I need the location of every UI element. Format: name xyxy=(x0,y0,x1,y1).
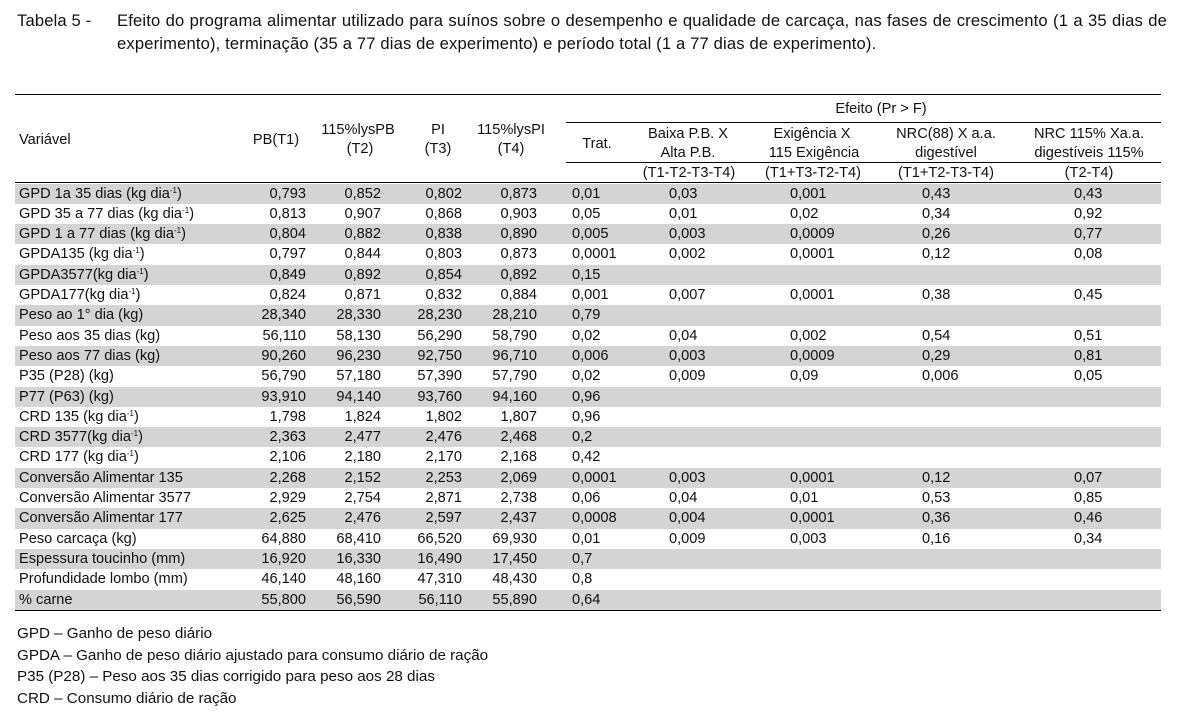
cell-t4: 2,168 xyxy=(500,449,537,466)
cell-t2: 0,907 xyxy=(344,205,381,222)
table-row xyxy=(15,244,1161,264)
header-contrast4-c: (T2-T4) xyxy=(1064,165,1114,181)
cell-t2: 94,140 xyxy=(336,388,381,405)
cell-c2: 0,0001 xyxy=(790,510,835,527)
cell-t2: 0,871 xyxy=(344,287,381,303)
table-row xyxy=(15,407,1161,427)
cell-trat: 0,02 xyxy=(572,327,601,344)
table-caption xyxy=(17,10,1167,55)
cell-c2: 0,0001 xyxy=(790,246,835,263)
table-row xyxy=(15,204,1161,224)
cell-c2: 0,02 xyxy=(790,205,819,222)
cell-t3: 16,490 xyxy=(417,550,462,567)
footnote-gpd: GPD – Ganho de peso diário xyxy=(17,625,213,642)
cell-trat: 0,005 xyxy=(572,226,609,243)
cell-trat: 0,01 xyxy=(572,185,601,202)
cell-t4: 0,873 xyxy=(500,185,537,202)
cell-t3: 92,750 xyxy=(417,347,462,364)
cell-c1: 0,009 xyxy=(669,530,706,547)
cell-t3: 28,230 xyxy=(417,307,462,324)
cell-variavel: GPD 1a 35 dias (kg dia$^{-1}$) xyxy=(19,185,182,202)
cell-variavel: Peso aos 35 dias (kg) xyxy=(19,327,161,344)
cell-t4: 55,890 xyxy=(492,591,537,608)
cell-trat: 0,0008 xyxy=(572,510,617,527)
cell-variavel: Conversão Alimentar 177 xyxy=(19,510,183,527)
cell-c2: 0,01 xyxy=(790,490,819,506)
table-row xyxy=(15,569,1161,589)
header-pi: PI xyxy=(431,122,445,138)
cell-trat: 0,0001 xyxy=(572,246,617,263)
table-row xyxy=(15,224,1161,244)
cell-variavel: GPDA135 (kg dia$^{-1}$) xyxy=(19,246,145,263)
cell-trat: 0,2 xyxy=(572,429,593,446)
cell-trat: 0,0001 xyxy=(572,469,617,486)
cell-t4: 57,790 xyxy=(492,368,537,385)
cell-t1: 56,110 xyxy=(262,327,306,344)
header-115lyspb: 115%lysPB xyxy=(321,122,395,138)
table-row xyxy=(15,387,1161,407)
table-row xyxy=(15,305,1161,325)
cell-trat: 0,8 xyxy=(572,571,593,588)
cell-trat: 0,79 xyxy=(572,307,601,324)
cell-c3: 0,54 xyxy=(922,327,951,344)
cell-t4: 96,710 xyxy=(492,347,537,364)
cell-t2: 96,230 xyxy=(336,347,381,364)
cell-c1: 0,04 xyxy=(669,490,698,506)
cell-t2: 2,180 xyxy=(344,449,381,466)
header-contrast2-b: 115 Exigência xyxy=(768,145,860,161)
cell-t3: 0,838 xyxy=(425,226,462,243)
header-t3: (T3) xyxy=(424,141,452,157)
cell-c1: 0,007 xyxy=(669,287,706,303)
cell-t4: 0,873 xyxy=(500,246,537,263)
cell-c4: 0,45 xyxy=(1074,287,1103,303)
cell-t4: 94,160 xyxy=(492,388,537,405)
table-row xyxy=(15,468,1161,488)
cell-t3: 47,310 xyxy=(417,571,462,588)
cell-t3: 0,832 xyxy=(425,287,462,303)
cell-t1: 0,804 xyxy=(269,226,306,243)
cell-c4: 0,07 xyxy=(1074,469,1103,486)
cell-t2: 2,152 xyxy=(344,469,381,486)
cell-c3: 0,53 xyxy=(922,490,951,506)
cell-c1: 0,003 xyxy=(669,469,706,486)
cell-c4: 0,81 xyxy=(1074,347,1103,364)
cell-t3: 2,476 xyxy=(425,429,462,446)
cell-t2: 0,844 xyxy=(344,246,381,263)
cell-t3: 0,803 xyxy=(425,246,462,263)
cell-t2: 48,160 xyxy=(336,571,381,588)
cell-t2: 2,754 xyxy=(344,490,381,506)
cell-c1: 0,002 xyxy=(669,246,706,263)
cell-c3: 0,12 xyxy=(922,469,951,486)
efeito-rule xyxy=(566,122,1161,123)
cell-t3: 56,110 xyxy=(418,591,462,608)
cell-t1: 64,880 xyxy=(261,530,306,547)
cell-t1: 56,790 xyxy=(261,368,306,385)
cell-variavel: GPD 35 a 77 dias (kg dia$^{-1}$) xyxy=(19,205,195,222)
cell-t3: 57,390 xyxy=(417,368,462,385)
header-115lyspi: 115%lysPI xyxy=(477,122,545,138)
cell-t2: 2,477 xyxy=(344,429,381,446)
caption-label: Tabela 5 - xyxy=(17,11,92,30)
cell-c2: 0,002 xyxy=(790,327,827,344)
cell-trat: 0,15 xyxy=(572,266,601,283)
cell-t2: 16,330 xyxy=(336,550,381,567)
cell-c3: 0,43 xyxy=(922,185,951,202)
cell-t1: 93,910 xyxy=(261,388,306,405)
cell-t4: 0,903 xyxy=(500,205,537,222)
cell-t4: 48,430 xyxy=(492,571,537,588)
cell-c4: 0,05 xyxy=(1074,368,1103,385)
table-row xyxy=(15,285,1161,305)
cell-trat: 0,42 xyxy=(572,449,601,466)
cell-variavel: GPDA3577(kg dia$^{-1}$) xyxy=(19,266,149,283)
caption-text: Efeito do programa alimentar utilizado para suínos sobre o desempenho e qualidade de carcaça, nas fases de crescimento (1 a 35 dias de experimento), terminação (35 a 77 dias de experimento) e período total (1 a 77 dias de experimento). xyxy=(117,11,1167,53)
cell-t4: 2,468 xyxy=(500,429,537,446)
header-contrast4-b: digestíveis 115% xyxy=(1034,145,1144,161)
cell-trat: 0,006 xyxy=(572,347,609,364)
cell-t2: 56,590 xyxy=(336,591,381,608)
header-contrast2-c: (T1+T3-T2-T4) xyxy=(764,165,862,181)
cell-variavel: Peso aos 77 dias (kg) xyxy=(19,347,161,364)
cell-trat: 0,96 xyxy=(572,388,601,405)
cell-variavel: Espessura toucinho (mm) xyxy=(19,550,186,567)
cell-t3: 93,760 xyxy=(417,388,462,405)
cell-t3: 0,802 xyxy=(425,185,462,202)
cell-trat: 0,02 xyxy=(572,368,601,385)
cell-c4: 0,51 xyxy=(1074,327,1103,344)
cell-c1: 0,009 xyxy=(669,368,706,385)
cell-c2: 0,0009 xyxy=(790,226,835,243)
cell-t2: 0,852 xyxy=(344,185,381,202)
cell-t4: 2,738 xyxy=(500,490,537,506)
cell-c2: 0,001 xyxy=(790,185,827,202)
cell-t1: 2,929 xyxy=(269,490,306,506)
cell-variavel: Conversão Alimentar 135 xyxy=(19,469,183,486)
cell-c4: 0,77 xyxy=(1074,226,1103,243)
cell-t4: 58,790 xyxy=(492,327,537,344)
cell-variavel: % carne xyxy=(19,591,73,608)
cell-c2: 0,0001 xyxy=(790,287,835,303)
subheader-rule xyxy=(566,162,1161,163)
footnote-p35: P35 (P28) – Peso aos 35 dias corrigido para peso aos 28 dias xyxy=(17,668,435,686)
cell-t2: 0,882 xyxy=(344,226,381,243)
cell-t2: 0,892 xyxy=(344,266,381,283)
cell-t1: 90,260 xyxy=(261,347,306,364)
cell-t3: 2,170 xyxy=(425,449,462,466)
footnote-crd: CRD – Consumo diário de ração xyxy=(17,690,237,708)
header-contrast4-a: NRC 115% Xa.a. xyxy=(1033,126,1145,142)
cell-c3: 0,29 xyxy=(922,347,951,364)
cell-trat: 0,06 xyxy=(572,490,601,506)
cell-trat: 0,05 xyxy=(572,205,601,222)
cell-t4: 0,890 xyxy=(500,226,537,243)
cell-c2: 0,09 xyxy=(790,368,819,385)
cell-c2: 0,0009 xyxy=(790,347,835,364)
cell-t2: 2,476 xyxy=(344,510,381,527)
cell-variavel: P35 (P28) (kg) xyxy=(19,368,114,385)
cell-c1: 0,003 xyxy=(669,347,706,364)
cell-variavel: CRD 135 (kg dia$^{-1}$) xyxy=(19,408,139,425)
header-pb-t1: PB(T1) xyxy=(252,132,300,148)
cell-c3: 0,006 xyxy=(922,368,959,385)
cell-t1: 0,793 xyxy=(269,185,306,202)
table-row xyxy=(15,590,1161,610)
header-trat: Trat. xyxy=(582,136,612,152)
cell-c3: 0,36 xyxy=(922,510,951,527)
bottom-rule xyxy=(15,610,1161,611)
table-row xyxy=(15,529,1161,549)
cell-trat: 0,64 xyxy=(572,591,601,608)
cell-t1: 2,106 xyxy=(269,449,306,466)
footnote-gpda: GPDA – Ganho de peso diário ajustado para consumo diário de ração xyxy=(17,646,489,664)
header-contrast1-b: Alta P.B. xyxy=(660,145,716,161)
cell-c3: 0,16 xyxy=(922,530,951,547)
cell-t2: 1,824 xyxy=(344,408,381,425)
cell-t4: 0,892 xyxy=(500,266,537,283)
cell-variavel: GPD 1 a 77 dias (kg dia$^{-1}$) xyxy=(19,226,186,243)
header-variavel: Variável xyxy=(19,132,71,148)
cell-trat: 0,01 xyxy=(572,530,601,547)
cell-variavel: Peso ao 1° dia (kg) xyxy=(19,307,144,324)
cell-t1: 16,920 xyxy=(261,550,306,567)
cell-t4: 2,437 xyxy=(500,510,537,527)
cell-t1: 0,824 xyxy=(269,287,306,303)
cell-t1: 2,268 xyxy=(269,469,306,486)
table-row xyxy=(15,184,1161,204)
header-t2: (T2) xyxy=(346,141,374,157)
table-row xyxy=(15,447,1161,467)
header-contrast3-a: NRC(88) X a.a. xyxy=(896,126,996,142)
footnotes xyxy=(17,623,488,710)
cell-t1: 28,340 xyxy=(261,307,306,324)
cell-variavel: GPDA177(kg dia$^{-1}$) xyxy=(19,287,141,303)
cell-variavel: Profundidade lombo (mm) xyxy=(19,571,188,588)
cell-t3: 2,597 xyxy=(425,510,462,527)
cell-trat: 0,001 xyxy=(572,287,609,303)
cell-trat: 0,7 xyxy=(572,550,593,567)
cell-c3: 0,12 xyxy=(922,246,951,263)
table-row xyxy=(15,508,1161,528)
cell-variavel: CRD 3577(kg dia$^{-1}$) xyxy=(19,429,143,446)
cell-t1: 2,625 xyxy=(269,510,306,527)
cell-t2: 68,410 xyxy=(336,530,381,547)
cell-c4: 0,46 xyxy=(1074,510,1103,527)
cell-variavel: Conversão Alimentar 3577 xyxy=(19,490,191,506)
table-row xyxy=(15,488,1161,508)
table-row xyxy=(15,265,1161,285)
cell-t4: 2,069 xyxy=(500,469,537,486)
cell-t1: 0,813 xyxy=(269,205,306,222)
cell-t1: 46,140 xyxy=(261,571,306,588)
cell-c4: 0,08 xyxy=(1074,246,1103,263)
cell-variavel: Peso carcaça (kg) xyxy=(19,530,137,547)
header-contrast2-a: Exigência X xyxy=(773,126,851,142)
cell-t3: 66,520 xyxy=(417,530,462,547)
cell-t1: 0,849 xyxy=(269,266,306,283)
cell-c2: 0,003 xyxy=(790,530,827,547)
header-contrast1-a: Baixa P.B. X xyxy=(647,126,729,142)
cell-c3: 0,34 xyxy=(922,205,951,222)
cell-t2: 28,330 xyxy=(336,307,381,324)
header-contrast3-c: (T1+T2-T3-T4) xyxy=(897,165,995,181)
cell-t4: 17,450 xyxy=(492,550,537,567)
cell-t3: 0,854 xyxy=(425,266,462,283)
cell-c4: 0,43 xyxy=(1074,185,1103,202)
header-contrast3-b: digestível xyxy=(915,145,977,161)
cell-c3: 0,38 xyxy=(922,287,951,303)
cell-variavel: CRD 177 (kg dia$^{-1}$) xyxy=(19,449,139,466)
table-row xyxy=(15,346,1161,366)
table-row xyxy=(15,326,1161,346)
cell-t4: 1,807 xyxy=(500,408,537,425)
header-t4: (T4) xyxy=(497,141,525,157)
cell-t3: 1,802 xyxy=(425,408,462,425)
cell-c1: 0,003 xyxy=(669,226,706,243)
table-row xyxy=(15,366,1161,386)
header-contrast1-c: (T1-T2-T3-T4) xyxy=(642,165,736,181)
header-efeito: Efeito (Pr > F) xyxy=(835,101,927,117)
cell-variavel: P77 (P63) (kg) xyxy=(19,388,114,405)
cell-trat: 0,96 xyxy=(572,408,601,425)
cell-t4: 28,210 xyxy=(492,307,537,324)
cell-t4: 0,884 xyxy=(500,287,537,303)
cell-t2: 58,130 xyxy=(336,327,381,344)
cell-t1: 0,797 xyxy=(269,246,306,263)
cell-t3: 2,871 xyxy=(425,490,462,506)
cell-t1: 1,798 xyxy=(269,408,306,425)
top-rule xyxy=(15,94,1161,95)
cell-c1: 0,004 xyxy=(669,510,706,527)
table-row xyxy=(15,427,1161,447)
cell-c2: 0,0001 xyxy=(790,469,835,486)
cell-t3: 2,253 xyxy=(425,469,462,486)
cell-t1: 55,800 xyxy=(261,591,306,608)
cell-t1: 2,363 xyxy=(269,429,306,446)
cell-c1: 0,03 xyxy=(669,185,698,202)
cell-t3: 0,868 xyxy=(425,205,462,222)
cell-t4: 69,930 xyxy=(492,530,537,547)
table-row xyxy=(15,549,1161,569)
cell-c4: 0,92 xyxy=(1074,205,1103,222)
cell-t3: 56,290 xyxy=(417,327,462,344)
cell-c4: 0,34 xyxy=(1074,530,1103,547)
cell-c1: 0,01 xyxy=(669,205,698,222)
cell-c3: 0,26 xyxy=(922,226,951,243)
cell-c4: 0,85 xyxy=(1074,490,1103,506)
cell-c1: 0,04 xyxy=(669,327,698,344)
cell-t2: 57,180 xyxy=(336,368,381,385)
